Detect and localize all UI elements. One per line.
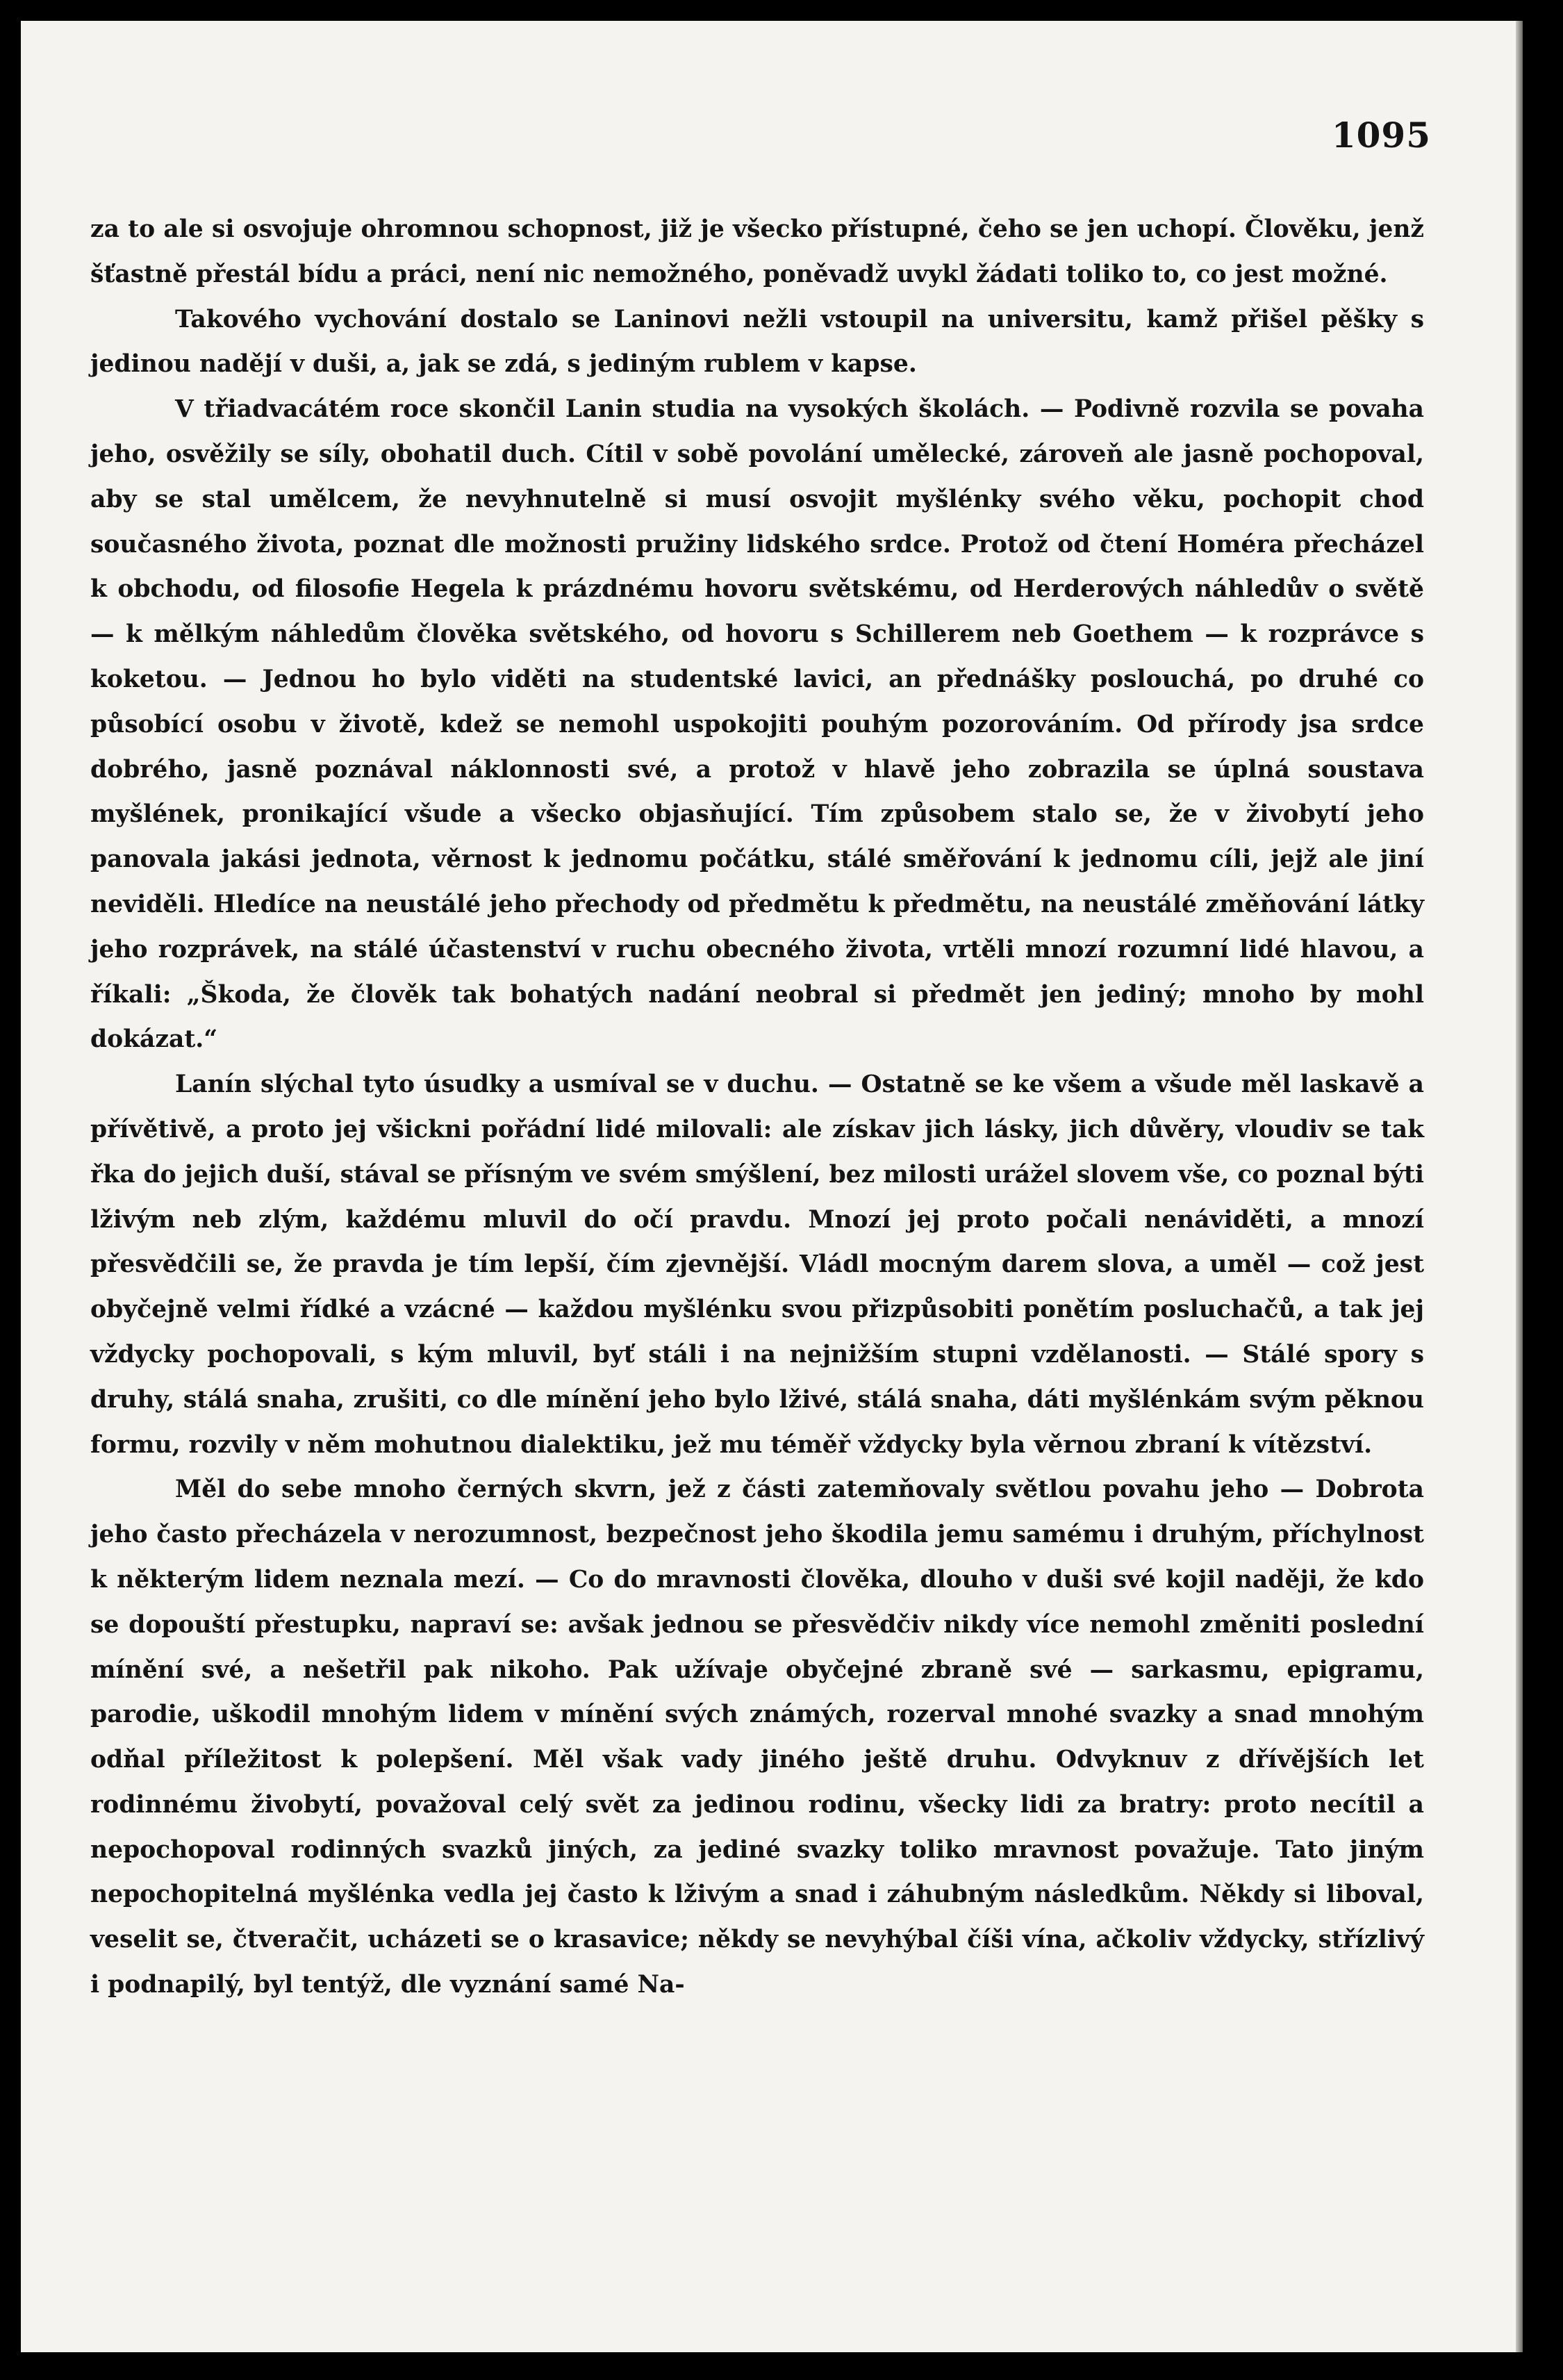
book-page [21,21,1523,2352]
page-number: 1095 [1331,115,1431,156]
paragraph: za to ale si osvojuje ohromnou schopnost, již je všecko přístupné, čeho se jen uchopí. Člověku, jenž šťastně přestál bídu a práci, není nic nemožného, poněvadž uvykl žádati toliko to, co jest možné. [90,215,1424,288]
paragraph: Lanín slýchal tyto úsudky a usmíval se v duchu. — Ostatně se ke všem a všude měl laskavě a přívětivě, a proto jej všickni pořádní lidé milovali: ale získav jich lásky, jich důvěry, vloudiv se tak řka do jejich duší, stával se přísným ve svém smýšlení, bez milosti urážel slovem vše, co poznal býti lživým neb zlým, každému mluvil do očí pravdu. Mnozí jej proto počali nenáviděti, a mnozí přesvědčili se, že pravda je tím lepší, čím zjevnější. Vládl mocným darem slova, a uměl — což jest obyčejně velmi řídké a vzácné — každou myšlénku svou přizpůsobiti ponětím posluchačů, a tak jej vždycky pochopovali, s kým mluvil, byť stáli i na nejnižším stupni vzdělanosti. — Stálé spory s druhy, stálá snaha, zrušiti, co dle mínění jeho bylo lživé, stálá snaha, dáti myšlénkám svým pěknou formu, rozvily v něm mohutnou dialektiku, jež mu téměř vždycky byla věrnou zbraní k vítězství. [90,1071,1424,1459]
paragraph: Takového vychování dostalo se Laninovi nežli vstoupil na universitu, kamž přišel pěšky s jedinou nadějí v duši, a, jak se zdá, s jediným rublem v kapse. [90,305,1424,379]
text-body [90,207,1424,2008]
paragraph: V třiadvacátém roce skončil Lanin studia na vysokých školách. — Podivně rozvila se povaha jeho, osvěžily se síly, obohatil duch. Cítil v sobě povolání umělecké, zároveň ale jasně pochopoval, aby se stal umělcem, že nevyhnutelně si musí osvojit myšlénky svého věku, pochopit chod současného života, poznat dle možnosti pružiny lidského srdce. Protož od čtení Homéra přecházel k obchodu, od filosofie Hegela k prázdnému hovoru světskému, od Herderových náhledův o světě — k mělkým náhledům člověka světského, od hovoru s Schillerem neb Goethem — k rozprávce s koketou. — Jednou ho bylo viděti na studentské lavici, an přednášky poslouchá, po druhé co působící osobu v životě, kdež se nemohl uspokojiti pouhým pozorováním. Od přírody jsa srdce dobrého, jasně poznával náklonnosti své, a protož v hlavě jeho zobrazila se úplná soustava myšlének, pronikající všude a všecko objasňující. Tím způsobem stalo se, že v živobytí jeho panovala jakási jednota, věrnost k jednomu počátku, stálé směřování k jednomu cíli, jejž ale jiní neviděli. Hledíce na neustálé jeho přechody od předmětu k předmětu, na neustálé změňování látky jeho rozprávek, na stálé účastenství v ruchu obecného života, vrtěli mnozí rozumní lidé hlavou, a říkali: „Škoda, že člověk tak bohatých nadání neobral si předmět jen jediný; mnoho by mohl dokázat.“ [90,395,1424,1054]
paragraph: Měl do sebe mnoho černých skvrn, jež z části zatemňovaly světlou povahu jeho — Dobrota jeho často přecházela v nerozumnost, bezpečnost jeho škodila jemu samému i druhým, příchylnost k některým lidem neznala mezí. — Co do mravnosti člověka, dlouho v duši své kojil naději, že kdo se dopouští přestupku, napraví se: avšak jednou se přesvědčiv nikdy více nemohl změniti poslední mínění své, a nešetřil pak nikoho. Pak užívaje obyčejné zbraně své — sarkasmu, epigramu, parodie, uškodil mnohým lidem v mínění svých známých, rozerval mnohé svazky a snad mnohým odňal příležitost k polepšení. Měl však vady jiného ještě druhu. Odvyknuv z dřívějších let rodinnému živobytí, považoval celý svět za jedinou rodinu, všecky lidi za bratry: proto necítil a nepochopoval rodinných svazků jiných, za jediné svazky toliko mravnost považuje. Tato jiným nepochopitelná myšlénka vedla jej často k lživým a snad i záhubným následkům. Někdy si liboval, veselit se, čtveračit, ucházeti se o krasavice; někdy se nevyhýbal číši vína, ačkoliv vždycky, střízlivý i podnapilý, byl tentýž, dle vyznání samé Na- [90,1476,1424,1999]
